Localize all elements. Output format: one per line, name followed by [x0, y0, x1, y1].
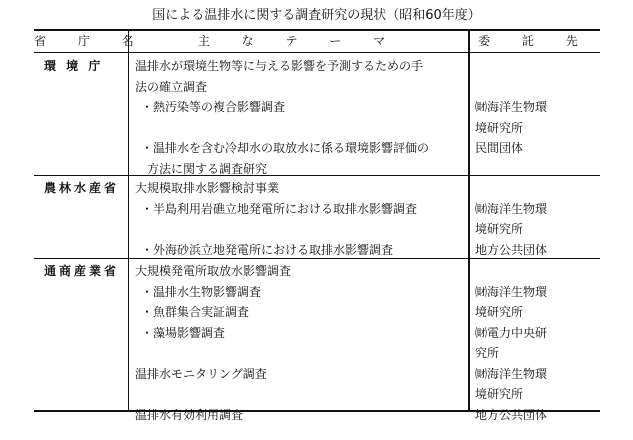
theme-line: ・熱汚染等の複合影響調査 [141, 100, 286, 114]
column-rule-2 [468, 29, 470, 411]
contractor-line: ㈶電力中央研 [475, 325, 548, 340]
ministry-name: 環 境 庁 [44, 59, 104, 73]
ministry-name: 農林水産省 [44, 181, 120, 195]
theme-line: 方法に関する調査研究 [147, 161, 268, 176]
header-contractor: 委 託 先 [478, 34, 592, 48]
theme-line: ・外海砂浜立地発電所における取排水影響調査 [141, 242, 394, 257]
theme-line: 温排水モニタリング調査 [135, 366, 267, 381]
theme-line: ・温排水生物影響調査 [141, 284, 262, 299]
contractor-line: ㈶海洋生物環 [475, 201, 548, 216]
theme-line: 大規模発電所取放水影響調査 [135, 264, 292, 278]
theme-line: ・半島利用岩礁立地発電所における取排水影響調査 [141, 201, 418, 216]
header-rule [34, 52, 600, 53]
row-rule-1 [34, 175, 600, 176]
theme-line: 法の確立調査 [135, 79, 208, 94]
theme-line: ・魚群集合実証調査 [141, 305, 250, 319]
contractor-line: 境研究所 [475, 387, 524, 401]
column-rule-1 [128, 29, 129, 411]
table-top-rule [34, 29, 600, 31]
contractor-line: ㈶海洋生物環 [475, 100, 548, 114]
theme-line: ・藻場影響調査 [141, 325, 226, 340]
contractor-line: ㈶海洋生物環 [475, 366, 548, 381]
theme-line: 温排水が環境生物等に与える影響を予測するための手 [135, 59, 424, 73]
theme-line: ・温排水を含む冷却水の取放水に係る環境影響評価の [141, 141, 430, 155]
survey-table [34, 27, 600, 422]
contractor-line: 境研究所 [475, 120, 524, 135]
theme-line: 大規模取排水影響検討事業 [135, 181, 280, 195]
ministry-name: 通商産業省 [44, 264, 120, 278]
contractor-line: 地方公共団体 [475, 242, 548, 257]
contractor-line: 境研究所 [475, 305, 524, 319]
header-ministry: 省 庁 名 [34, 34, 148, 48]
contractor-line: 地方公共団体 [475, 407, 548, 422]
theme-line: 温排水有効利用調査 [135, 407, 244, 422]
contractor-line: 境研究所 [475, 222, 524, 236]
contractor-line: 民間団体 [475, 141, 524, 155]
contractor-line: ㈶海洋生物環 [475, 284, 548, 299]
page-title: 国による温排水に関する調査研究の現状（昭和60年度） [152, 8, 481, 23]
header-theme: 主 な テ ー マ [197, 34, 400, 48]
contractor-line: 究所 [475, 346, 500, 360]
